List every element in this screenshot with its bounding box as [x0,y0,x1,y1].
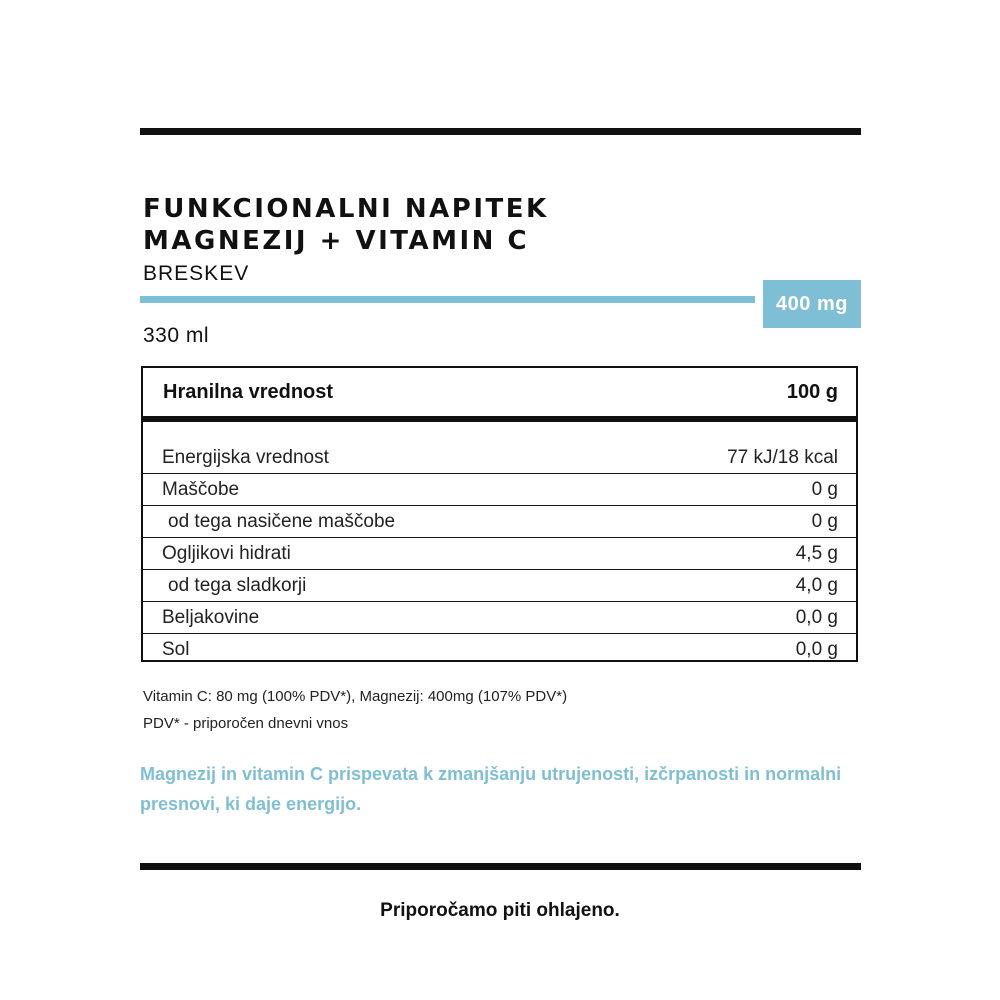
row-label: od tega nasičene maščobe [168,510,396,532]
row-label: Energijska vrednost [162,446,329,468]
nutrition-table [141,366,858,662]
row-value: 0 g [811,510,838,532]
nutrition-notes [143,683,567,737]
nutrition-table-header [143,368,856,416]
table-row [143,601,856,633]
row-value: 0,0 g [795,606,838,628]
row-label: Ogljikovi hidrati [162,542,291,564]
serving-recommendation: Priporočamo piti ohlajeno. [380,900,620,921]
row-value: 4,5 g [795,542,838,564]
table-row [143,537,856,569]
row-label: od tega sladkorji [168,574,307,596]
product-volume: 330 ml [143,324,210,347]
row-label: Beljakovine [162,606,260,628]
notes-line1: Vitamin C: 80 mg (100% PDV*), Magnezij: 400mg (107% PDV*) [143,688,568,705]
row-label: Maščobe [162,478,240,500]
product-title-line2: MAGNEZIJ + VITAMIN C [143,226,530,256]
table-row [143,633,856,665]
nutrition-header-divider [143,416,856,422]
table-row [143,569,856,601]
health-claim: Magnezij in vitamin C prispevata k zmanjšanju utrujenosti, izčrpanosti in normalni presnovi, ki daje energijo. [140,764,842,814]
row-value: 77 kJ/18 kcal [727,446,838,468]
product-title [143,193,549,257]
row-label: Sol [162,638,190,660]
row-value: 0,0 g [795,638,838,660]
dosage-badge: 400 mg [763,280,861,328]
top-divider [140,128,861,135]
table-row [143,442,856,473]
row-value: 0 g [811,478,838,500]
accent-divider [140,296,755,303]
table-row [143,505,856,537]
nutrition-rows [143,442,856,665]
nutrition-header-value: 100 g [786,380,838,403]
bottom-divider [140,863,861,870]
row-value: 4,0 g [795,574,838,596]
nutrition-header-label: Hranilna vrednost [163,380,334,403]
product-flavor: BRESKEV [143,262,250,285]
table-row [143,473,856,505]
notes-line2: PDV* - priporočen dnevni vnos [143,715,349,732]
product-title-line1: FUNKCIONALNI NAPITEK [143,194,549,224]
